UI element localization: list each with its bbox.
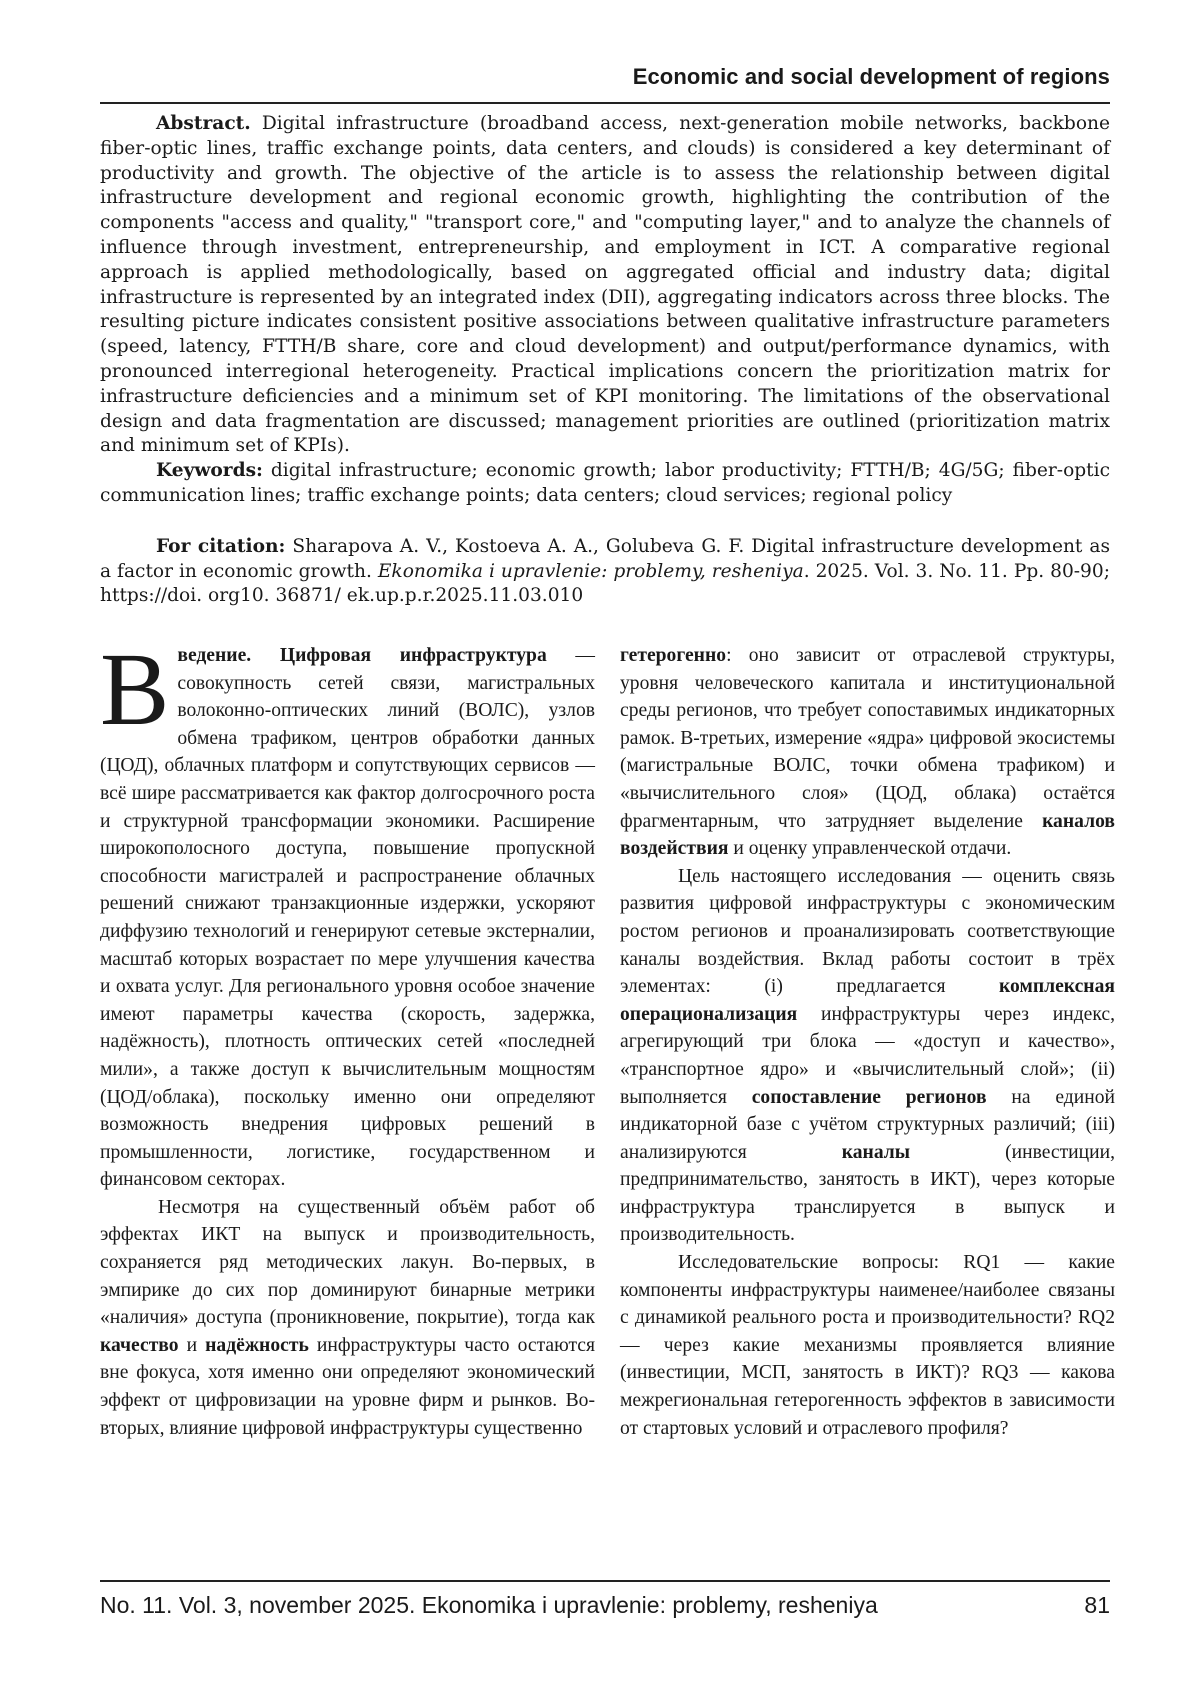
gaps-paragraph	[100, 1194, 595, 1442]
abstract-text: Digital infrastructure (broadband access, next-generation mobile networks, backbone fiber-optic lines, traffic exchange points, data centers, and clouds) is considered a key determinant of productivity and growth. The objective of the article is to assess the relationship between digital infrastructure development and regional economic growth, highlighting the contribution of the components "access and quality," "transport core," and "computing layer," and to analyze the channels of influence through investment, entrepreneurship, and employment in ICT. A comparative regional approach is applied methodologically, based on aggregated official and industry data; digital infrastructure is represented by an integrated index (DII), aggregating indicators across three blocks. The resulting picture indicates consistent positive associations between qualitative infrastructure parameters (speed, latency, FTTH/B share, core and cloud development) and output/performance dynamics, with pronounced interregional heterogeneity. Practical implications concern the prioritization matrix for infrastructure deficiencies and a minimum set of KPI monitoring. The limitations of the observational design and data fragmentation are discussed; management priorities are outlined (prioritization matrix and minimum set of KPIs).	[100, 113, 1110, 457]
objective-bold-channels: каналы	[841, 1141, 911, 1163]
keywords-text: digital infrastructure; economic growth; labor productivity; FTTH/B; 4G/5G; fiber-optic communication lines; traffic exchange points; data centers; cloud services; regional policy	[100, 460, 1110, 506]
gaps-text-a: Несмотря на существенный объём работ об эффектах ИКТ на выпуск и производительность, сохраняется ряд методических лакун. Во-первых, в эмпирике до сих пор доминируют бинарные метрики «наличия» доступа (проникновение, покрытие), тогда как	[100, 1196, 595, 1329]
heterogeneity-text-b: и оценку управленческой отдачи.	[728, 838, 1012, 860]
objective-text-c: на единой индикаторной базе с учётом структурных различий; (iii) анализируются	[620, 1086, 1115, 1163]
intro-text: — совокупность сетей связи, магистральных волоконно-оптических линий (ВОЛС), узлов обмена трафиком, центров обработки данных (ЦОД), облачных платформ и сопутствующих сервисов — всё шире рассматривается как фактор долгосрочного роста и структурной трансформации экономики. Расширение широкополосного доступа, повышение пропускной способности магистралей и распространение облачных решений снижают транзакционные издержки, ускоряют диффузию технологий и генерируют сетевые экстерналии, масштаб которых возрастает по мере улучшения качества и охвата услуг. Для регионального уровня особое значение имеют параметры качества (скорость, задержка, надёжность), плотность оптических сетей «последней мили», а также доступ к вычислительным мощностям (ЦОД/облака), поскольку именно они определяют возможность внедрения цифровых решений в промышленности, логистике, государственном и финансовом секторах.	[100, 645, 596, 1191]
front-matter	[100, 112, 1110, 609]
research-questions-paragraph: Исследовательские вопросы: RQ1 — какие компоненты инфраструктуры наименее/наиболее связаны с динамикой реального роста и производительности? RQ2 — через какие механизмы проявляется влияние (инвестиции, МСП, занятость в ИКТ)? RQ3 — какова межрегиональная гетерогенность эффектов в зависимости от стартовых условий и отраслевого профиля?	[620, 1252, 1115, 1439]
citation-journal: Ekonomika i upravlenie: problemy, resheniya	[377, 560, 804, 582]
citation-text-after: . 2025. Vol. 3. No. 11. Pp. 80-90; https://doi. org10. 36871/ ek.up.p.r.2025.11.03.010	[100, 560, 1110, 607]
objective-bold-operationalization: комплексная операционализация	[620, 976, 1115, 1025]
keywords	[100, 459, 1110, 509]
gaps-text-and: и	[178, 1334, 206, 1356]
article-body	[100, 632, 1115, 1542]
running-title: Economic and social development of regions	[632, 64, 1110, 89]
keywords-label: Keywords:	[156, 460, 263, 482]
gaps-text-c: инфраструктуры часто остаются вне фокуса, хотя именно они определяют экономический эффект от цифровизации на уровне фирм и рынков. Во-вторых, влияние цифровой инфраструктуры существенно	[100, 1334, 595, 1439]
gaps-bold-quality: качество	[100, 1334, 179, 1356]
citation-label: For citation:	[156, 535, 286, 557]
abstract	[100, 112, 1110, 459]
issue-info: No. 11. Vol. 3, november 2025. Ekonomika i upravlenie: problemy, resheniya	[100, 1592, 878, 1618]
journal-page	[100, 0, 1115, 1698]
channels-bold: каналов воздействия	[620, 810, 1115, 860]
header-rule	[100, 102, 1110, 104]
intro-bold: ведение. Цифровая инфраструктура	[177, 645, 547, 666]
objective-bold-comparison: сопоставление регионов	[751, 1086, 987, 1108]
left-column	[100, 632, 596, 1442]
heterogeneity-text-a: : оно зависит от отраслевой структуры, уровня человеческого капитала и институциональной среды регионов, что требует сопоставимых индикаторных рамок. В-третьих, измерение «ядра» цифровой экосистемы (магистральные ВОЛС, точки обмена трафиком) и «вычислительного слоя» (ЦОД, облака) остаётся фрагментарным, что затрудняет выделение	[620, 645, 1115, 832]
objective-text-b: инфраструктуры через индекс, агрегирующий три блока — «доступ и качество», «транспортное ядро» и «вычислительный слой»; (ii) выполняется	[620, 1003, 1115, 1108]
page-number: 81	[1084, 1592, 1110, 1618]
heterogeneity-paragraph	[620, 642, 1115, 863]
footer-rule	[100, 1580, 1110, 1582]
heterogeneity-bold: гетерогенно	[620, 645, 727, 666]
citation	[100, 535, 1110, 609]
objective-text-a: Цель настоящего исследования — оценить связь развития цифровой инфраструктуры с экономическим ростом регионов и проанализировать соответствующие каналы воздействия. Вклад работы состоит в трёх элементах: (i) предлагается	[620, 865, 1115, 998]
objective-paragraph	[620, 863, 1115, 1249]
citation-text-before: Sharapova A. V., Kostoeva A. A., Golubeva G. F. Digital infrastructure development as a factor in economic growth.	[100, 535, 1110, 582]
intro-paragraph	[100, 632, 596, 1194]
abstract-label: Abstract.	[156, 113, 251, 134]
gaps-bold-reliability: надёжность	[205, 1334, 309, 1356]
right-column	[620, 642, 1115, 1442]
drop-cap: В	[100, 632, 170, 747]
page-footer	[100, 1592, 1110, 1619]
objective-text-d: (инвестиции, предпринимательство, занятость в ИКТ), через которые инфраструктура транслируется в выпуск и производительность.	[620, 1141, 1115, 1246]
